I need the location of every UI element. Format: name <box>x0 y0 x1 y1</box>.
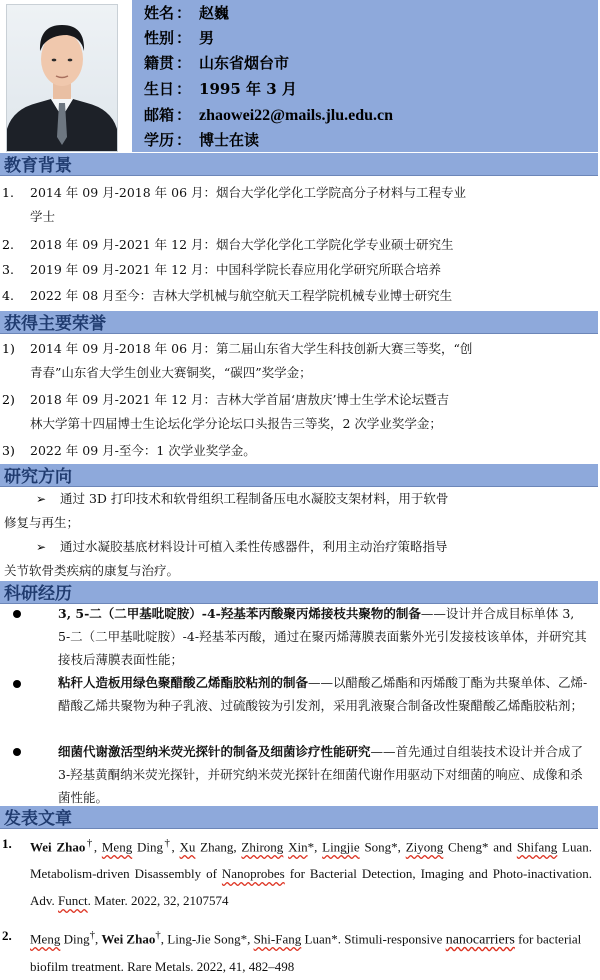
research-item: 通过水凝胶基底材料设计可植入柔性传感器件，利用主动治疗策略指导 <box>60 539 448 554</box>
info-colon: ： <box>176 106 192 124</box>
publication-item: Meng Ding†, Wei Zhao†, Ling-Jie Song*, Shi-Fang Luan*. Stimuli-responsive nanocarriers for bacterial biofilm treatment. Rare Metals. 2022, 41, 482–498 <box>30 929 582 975</box>
section-projects <box>0 581 598 604</box>
info-row-degree <box>144 129 259 151</box>
education-item: 2018 年 09 月-2021 年 12 月：烟台大学化学化工学院化学专业硕士研究生 <box>30 237 454 252</box>
info-value: 山东省烟台市 <box>199 54 290 72</box>
info-label: 性别 <box>144 29 175 47</box>
info-colon: ： <box>176 54 192 72</box>
arrow-bullet-icon: ➢ <box>36 492 47 506</box>
info-label: 生日 <box>144 80 175 98</box>
honor-item: 2014 年 09 月-2018 年 06 月：第二届山东省大学生科技创新大赛三等奖，“创 <box>30 341 473 356</box>
info-value: 男 <box>199 29 215 47</box>
research-item-cont: 关节软骨类疾病的康复与治疗。 <box>4 563 180 578</box>
section-honors <box>0 311 598 334</box>
project-desc: ——设计并合成目标单体 3, 5-二（二甲基吡啶胺）-4-羟基苯丙酸，通过在聚丙烯薄膜表面紫外光引发接枝该单体，并研究其接枝后薄膜表面性能； <box>58 606 587 667</box>
info-row-name <box>144 2 229 24</box>
section-title: 发表文章 <box>4 809 72 829</box>
info-row-birthday <box>144 78 297 100</box>
info-label: 姓名 <box>144 4 175 22</box>
education-item: 2019 年 09 月-2021 年 12 月：中国科学院长春应用化学研究所联合培养 <box>30 262 441 277</box>
section-title: 科研经历 <box>4 584 72 604</box>
info-value: 1995 年 3 月 <box>199 80 297 98</box>
list-number: 1) <box>2 341 15 356</box>
profile-photo <box>6 4 118 152</box>
project-item <box>58 740 590 809</box>
arrow-bullet-icon: ➢ <box>36 540 47 554</box>
email-link[interactable]: zhaowei22@mails.jlu.edu.cn <box>199 107 394 124</box>
list-number: 3) <box>2 443 15 458</box>
bullet-dot-icon <box>13 680 21 688</box>
list-number: 2) <box>2 392 15 407</box>
project-title: 3, 5-二（二甲基吡啶胺）-4-羟基苯丙酸聚丙烯接枝共聚物的制备 <box>58 606 421 621</box>
research-item-cont: 修复与再生； <box>4 515 80 530</box>
bullet-dot-icon <box>13 748 21 756</box>
honor-item-cont: 林大学第十四届博士生论坛化学分论坛口头报告三等奖，2 次学业奖学金； <box>30 416 442 431</box>
project-item <box>58 671 590 717</box>
info-colon: ： <box>176 131 192 149</box>
list-number: 4. <box>2 288 14 303</box>
personal-info-panel <box>132 0 598 152</box>
project-title: 粘秆人造板用绿色聚醋酸乙烯酯胶粘剂的制备 <box>58 675 309 690</box>
info-row-hometown <box>144 52 289 74</box>
education-item: 2022 年 08 月至今：吉林大学机械与航空航天工程学院机械专业博士研究生 <box>30 288 453 303</box>
section-research <box>0 464 598 487</box>
info-row-email <box>144 104 393 126</box>
info-label: 邮箱 <box>144 106 175 124</box>
section-title: 获得主要荣誉 <box>4 314 106 334</box>
research-item: 通过 3D 打印技术和软骨组织工程制备压电水凝胶支架材料，用于软骨 <box>60 491 449 506</box>
project-item <box>58 602 590 671</box>
section-title: 教育背景 <box>4 156 72 176</box>
honor-item: 2022 年 09 月-至今：1 次学业奖学金。 <box>30 443 256 458</box>
project-desc: ——以醋酸乙烯酯和丙烯酸丁酯为共聚单体、乙烯-醋酸乙烯共聚物为种子乳液、过硫酸铵为引发剂，采用乳液聚合制备改性聚醋酸乙烯酯胶粘剂； <box>58 675 588 713</box>
honor-item-cont: 青春”山东省大学生创业大赛铜奖，“碳四”奖学金； <box>30 365 312 380</box>
list-number: 2. <box>2 928 12 943</box>
education-item: 2014 年 09 月-2018 年 06 月：烟台大学化学化工学院高分子材料与工程专业 <box>30 185 466 200</box>
publication-item: Wei Zhao†, Meng Ding†, Xu Zhang, Zhirong Xin*, Lingjie Song*, Ziyong Cheng* and Shifang Luan. Metabolism-driven Disassembly of Nanoprobes for Bacterial Detection, Imaging and Photo-inactivation. Adv. Funct. Mater. 2022, 32, 2107574 <box>30 837 593 909</box>
project-desc: ——首先通过自组装技术设计并合成了 3-羟基黄酮纳米荧光探针，并研究纳米荧光探针在细菌代谢作用驱动下对细菌的响应、成像和杀菌性能。 <box>58 744 584 805</box>
info-row-gender <box>144 27 214 49</box>
section-education <box>0 153 598 176</box>
info-colon: ： <box>176 29 192 47</box>
info-label: 学历 <box>144 131 175 149</box>
person-portrait-icon <box>7 5 117 151</box>
project-title: 细菌代谢激活型纳米荧光探针的制备及细菌诊疗性能研究 <box>58 744 371 759</box>
honor-item: 2018 年 09 月-2021 年 12 月：吉林大学首届‘唐敖庆’博士生学术论坛暨吉 <box>30 392 449 407</box>
list-number: 1. <box>2 836 12 851</box>
list-number: 1. <box>2 185 14 200</box>
section-title: 研究方向 <box>4 467 72 487</box>
education-item-cont: 学士 <box>30 209 56 224</box>
bullet-dot-icon <box>13 610 21 618</box>
info-label: 籍贯 <box>144 54 175 72</box>
info-value: 博士在读 <box>199 131 260 149</box>
list-number: 3. <box>2 262 14 277</box>
list-number: 2. <box>2 237 14 252</box>
info-colon: ： <box>176 80 192 98</box>
section-publications <box>0 806 598 829</box>
info-colon: ： <box>176 4 192 22</box>
info-value: 赵巍 <box>199 4 230 22</box>
